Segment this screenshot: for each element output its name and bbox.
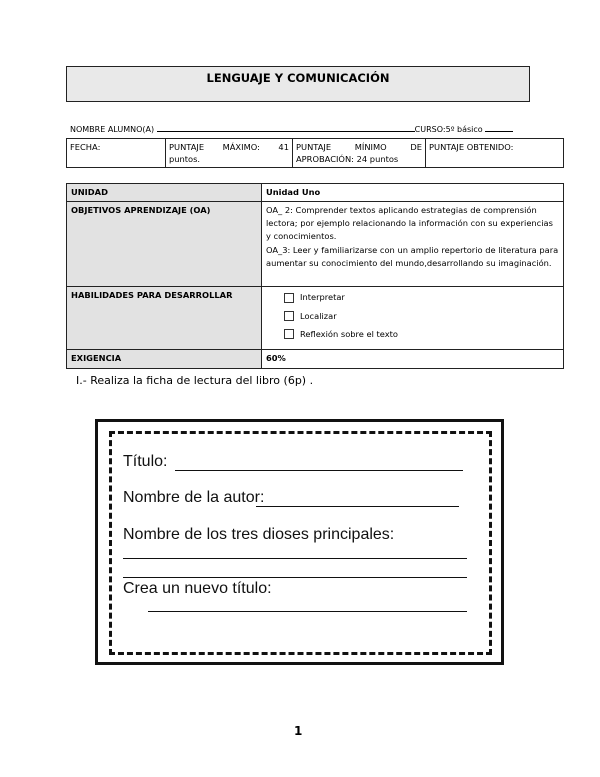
unit-label: UNIDAD (67, 184, 262, 202)
min-score-cell: PUNTAJE MÍNIMO DE APROBACIÓN: 24 puntos (293, 139, 426, 168)
card-author-line[interactable] (256, 506, 459, 507)
unit-value: Unidad Uno (262, 184, 564, 202)
worksheet-title-box (66, 66, 530, 102)
max-score-cell: PUNTAJE MÁXIMO: 41 puntos. (166, 139, 293, 168)
requirement-value: 60% (262, 350, 564, 368)
skill-locate[interactable] (284, 310, 559, 323)
skill-label: Reflexión sobre el texto (300, 328, 399, 339)
card-author-label: Nombre de la autor: (123, 489, 265, 506)
checkbox-icon[interactable] (284, 311, 294, 321)
skill-interpret[interactable] (284, 291, 559, 304)
obtained-score-cell[interactable]: PUNTAJE OBTENIDO: (426, 139, 564, 168)
card-gods-label: Nombre de los tres dioses principales: (123, 526, 395, 543)
skill-label: Localizar (300, 310, 337, 321)
checkbox-icon[interactable] (284, 329, 294, 339)
objective-oa3: OA_3: Leer y familiarizarse con un amplio repertorio de literatura para aumentar su conocimiento del mundo,desarrollando su imaginación. (266, 244, 559, 268)
page-number: 1 (294, 724, 303, 738)
student-name-blank[interactable] (157, 123, 415, 132)
student-line (70, 123, 530, 134)
checkbox-icon[interactable] (284, 293, 294, 303)
date-cell[interactable]: FECHA: (67, 139, 166, 168)
skills-label: HABILIDADES PARA DESARROLLAR (67, 287, 262, 350)
objectives-cell (262, 202, 564, 287)
score-info-table (66, 138, 564, 168)
worksheet-title: LENGUAJE Y COMUNICACIÓN (206, 71, 390, 85)
skill-label: Interpretar (300, 292, 345, 303)
card-title-label: Título: (123, 453, 168, 470)
objectives-table (66, 183, 564, 369)
skills-cell (262, 287, 564, 350)
card-title-line[interactable] (175, 470, 463, 471)
instruction-text: I.- Realiza la ficha de lectura del libro (6p) . (76, 374, 314, 387)
course-label: CURSO:5º básico (414, 125, 483, 134)
skill-reflect[interactable] (284, 328, 559, 341)
requirement-label: EXIGENCIA (67, 350, 262, 368)
objectives-label: OBJETIVOS APRENDIZAJE (OA) (67, 202, 262, 287)
student-name-label: NOMBRE ALUMNO(A) (70, 125, 155, 134)
course-blank[interactable] (485, 123, 513, 132)
card-new-title-line[interactable] (148, 611, 467, 612)
objective-oa2: OA_ 2: Comprender textos aplicando estrategias de comprensión lectora; por ejemplo relacionando la información con su experiencias y conocimientos. (266, 205, 553, 242)
card-gods-line-1[interactable] (123, 558, 467, 559)
card-new-title-label: Crea un nuevo título: (123, 580, 272, 597)
card-gods-line-2[interactable] (123, 577, 467, 578)
